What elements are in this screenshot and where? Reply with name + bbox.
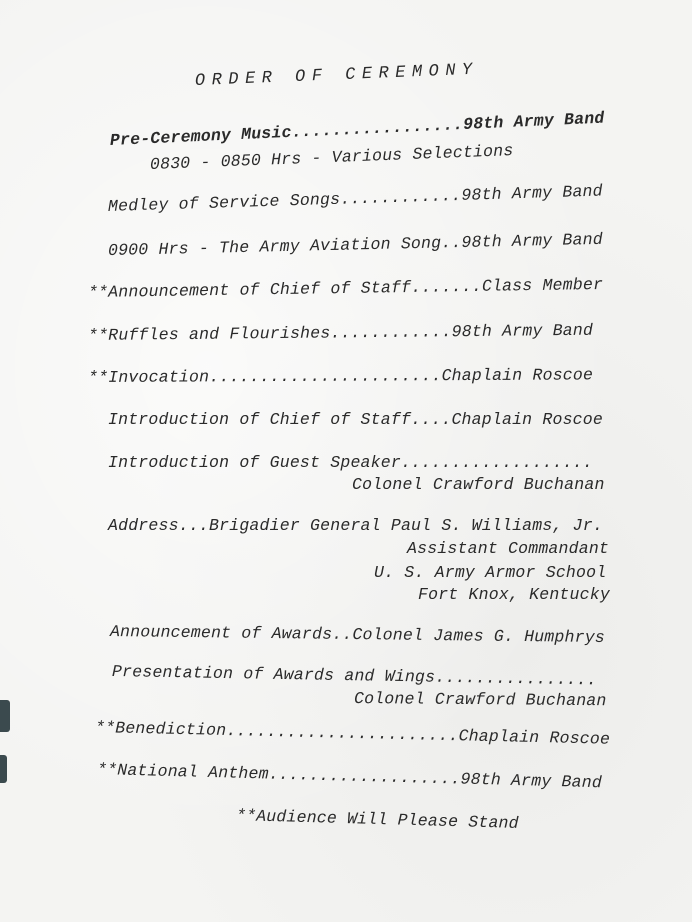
program-line: **Announcement of Chief of Staff.......Class Member xyxy=(87,274,604,302)
program-line: Assistant Commandant xyxy=(407,539,610,558)
program-line: Introduction of Chief of Staff....Chaplain Roscoe xyxy=(108,410,603,429)
program-line: 0900 Hrs - The Army Aviation Song..98th Army Band xyxy=(107,229,604,260)
binding-mark xyxy=(0,700,10,732)
program-line: Address...Brigadier General Paul S. Williams, Jr. xyxy=(108,516,603,535)
program-line: Introduction of Guest Speaker................... xyxy=(108,453,593,472)
program-line: **Audience Will Please Stand xyxy=(235,806,520,833)
program-line: **Invocation.......................Chaplain Roscoe xyxy=(87,365,594,387)
binding-mark xyxy=(0,755,7,783)
program-line: **Ruffles and Flourishes............98th Army Band xyxy=(87,320,594,345)
program-line: Announcement of Awards..Colonel James G. Humphrys xyxy=(109,622,606,648)
program-line: Presentation of Awards and Wings................ xyxy=(111,662,597,690)
program-line: **National Anthem...................98th Army Band xyxy=(96,760,603,793)
program-line: Colonel Crawford Buchanan xyxy=(353,689,607,711)
program-line: Fort Knox, Kentucky xyxy=(418,585,610,604)
program-line: Pre-Ceremony Music.................98th Army Band xyxy=(109,108,605,150)
program-line: **Benediction.......................Chaplain Roscoe xyxy=(94,718,611,749)
program-line: 0830 - 0850 Hrs - Various Selections xyxy=(149,141,514,174)
program-line: U. S. Army Armor School xyxy=(374,563,607,582)
program-line: Medley of Service Songs............98th Army Band xyxy=(107,181,604,216)
page-title: ORDER OF CEREMONY xyxy=(194,60,480,91)
program-line: Colonel Crawford Buchanan xyxy=(352,475,605,494)
